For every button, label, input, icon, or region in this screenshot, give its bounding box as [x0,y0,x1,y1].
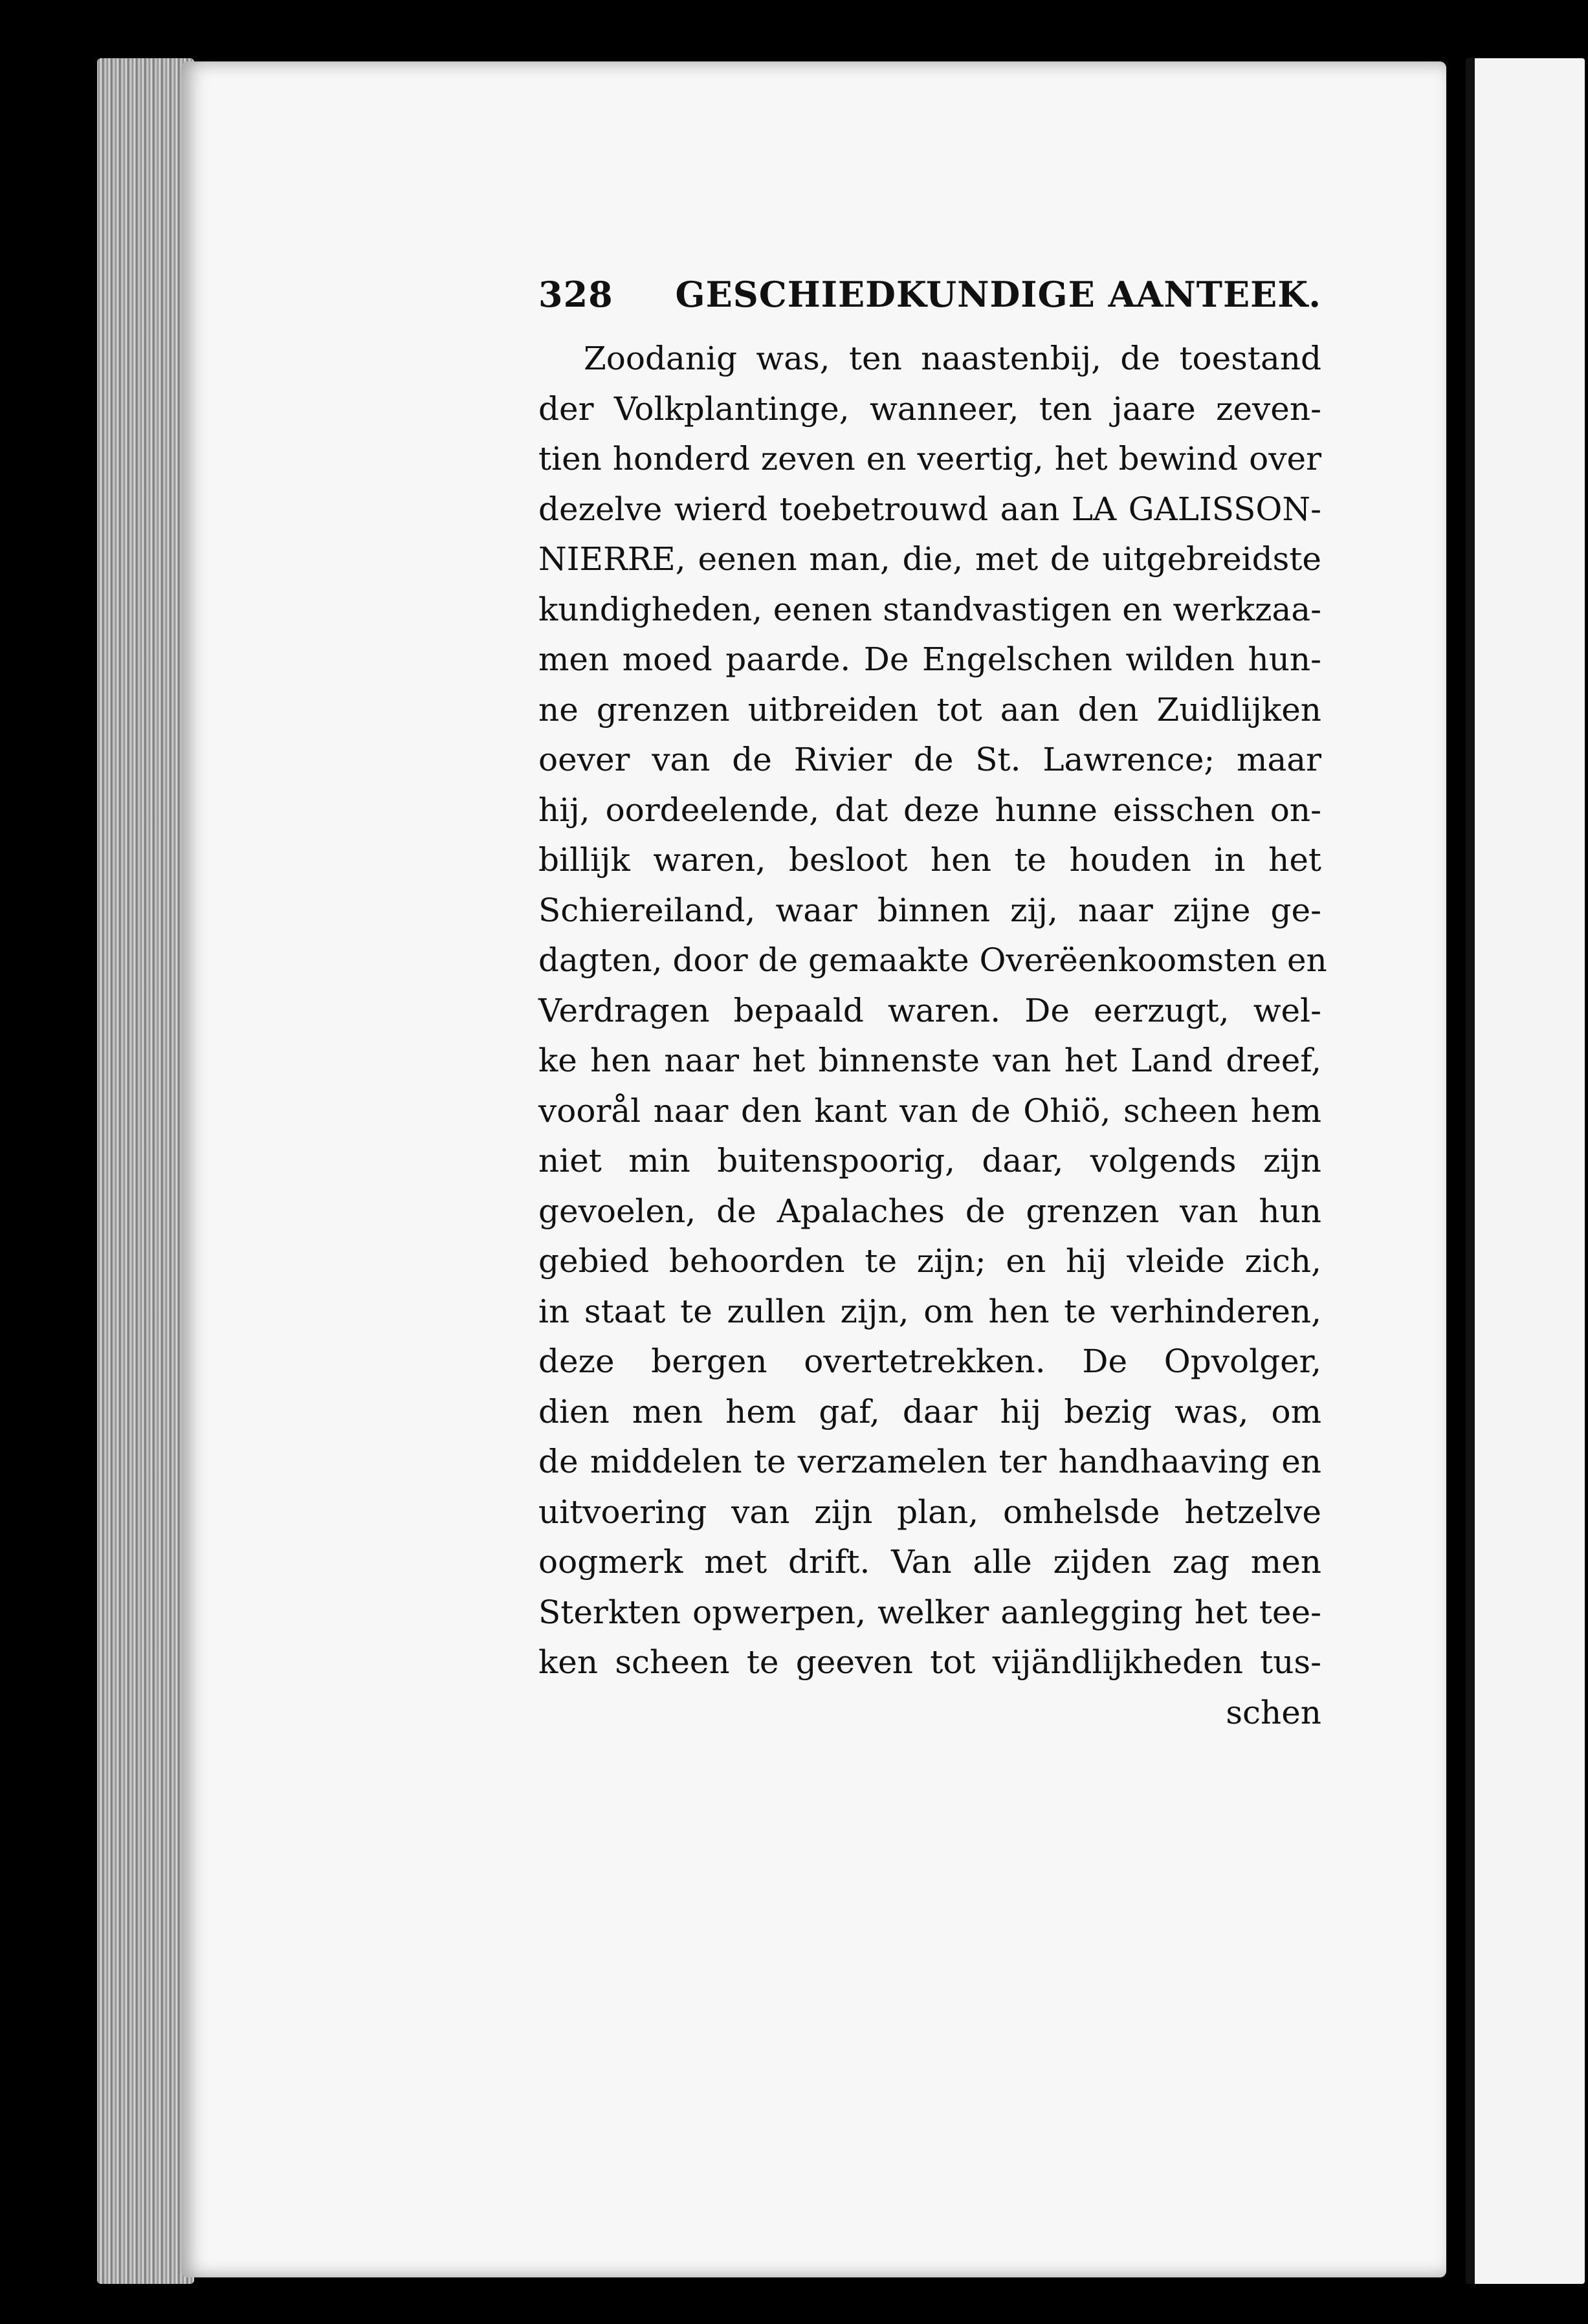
text-line: ne grenzen uitbreiden tot aan den Zuidlijken [538,690,1321,729]
page-number: 328 [538,274,613,315]
text-line: deze bergen overtetrekken. De Opvolger, [538,1343,1321,1380]
text-line: ke hen naar het binnenste van het Land dreef, [538,1042,1321,1079]
text-line: Verdragen bepaald waren. De eerzugt, wel- [538,991,1321,1029]
text-line: Sterkten opwerpen, welker aanlegging het tee- [538,1593,1321,1631]
text-line: de middelen te verzamelen ter handhaaving en [538,1443,1321,1480]
running-head-title: GESCHIEDKUNDIGE AANTEEK. [675,274,1321,315]
text-line: NIERRE, eenen man, die, met de uitgebreidste [538,540,1321,578]
text-line: in staat te zullen zijn, om hen te verhinderen, [538,1292,1321,1330]
text-line: dagten, door de gemaakte Overëenkoomsten en [538,941,1327,979]
text-line: uitvoering van zijn plan, omhelsde hetzelve [538,1493,1321,1531]
next-page-edge [1466,58,1585,2284]
text-line: gebied behoorden te zijn; en hij vleide zich, [538,1242,1321,1280]
catchword: schen [1226,1693,1321,1731]
page-edges [97,58,194,2284]
text-line: voorål naar den kant van de Ohiö, scheen hem [538,1091,1321,1130]
text-line: tien honderd zeven en veertig, het bewind over [538,440,1321,477]
text-line: kundigheden, eenen standvastigen en werkzaa- [538,590,1321,628]
text-line: niet min buitenspoorig, daar, volgends zijn [538,1142,1321,1179]
text-line: oever van de Rivier de St. Lawrence; maar [538,741,1321,778]
page-text-block [538,259,1327,1738]
text-line: hij, oordeelende, dat deze hunne eisschen on- [538,791,1321,829]
text-line: der Volkplantinge, wanneer, ten jaare zeven- [538,389,1321,428]
text-line: Zoodanig was, ten naastenbij, de toestand [584,340,1321,377]
text-line: ken scheen te geeven tot vijändlijkheden tus- [538,1643,1321,1681]
text-line: dezelve wierd toebetrouwd aan LA GALISSON- [538,490,1321,528]
running-head [538,259,1321,330]
text-line: billijk waren, besloot hen te houden in het [538,841,1321,879]
text-line: dien men hem gaf, daar hij bezig was, om [538,1392,1321,1431]
text-line: Schiereiland, waar binnen zij, naar zijne ge- [538,891,1321,929]
text-line: men moed paarde. De Engelschen wilden hun- [538,641,1321,678]
text-line: oogmerk met drift. Van alle zijden zag men [538,1543,1321,1581]
text-line: gevoelen, de Apalaches de grenzen van hun [538,1192,1321,1230]
